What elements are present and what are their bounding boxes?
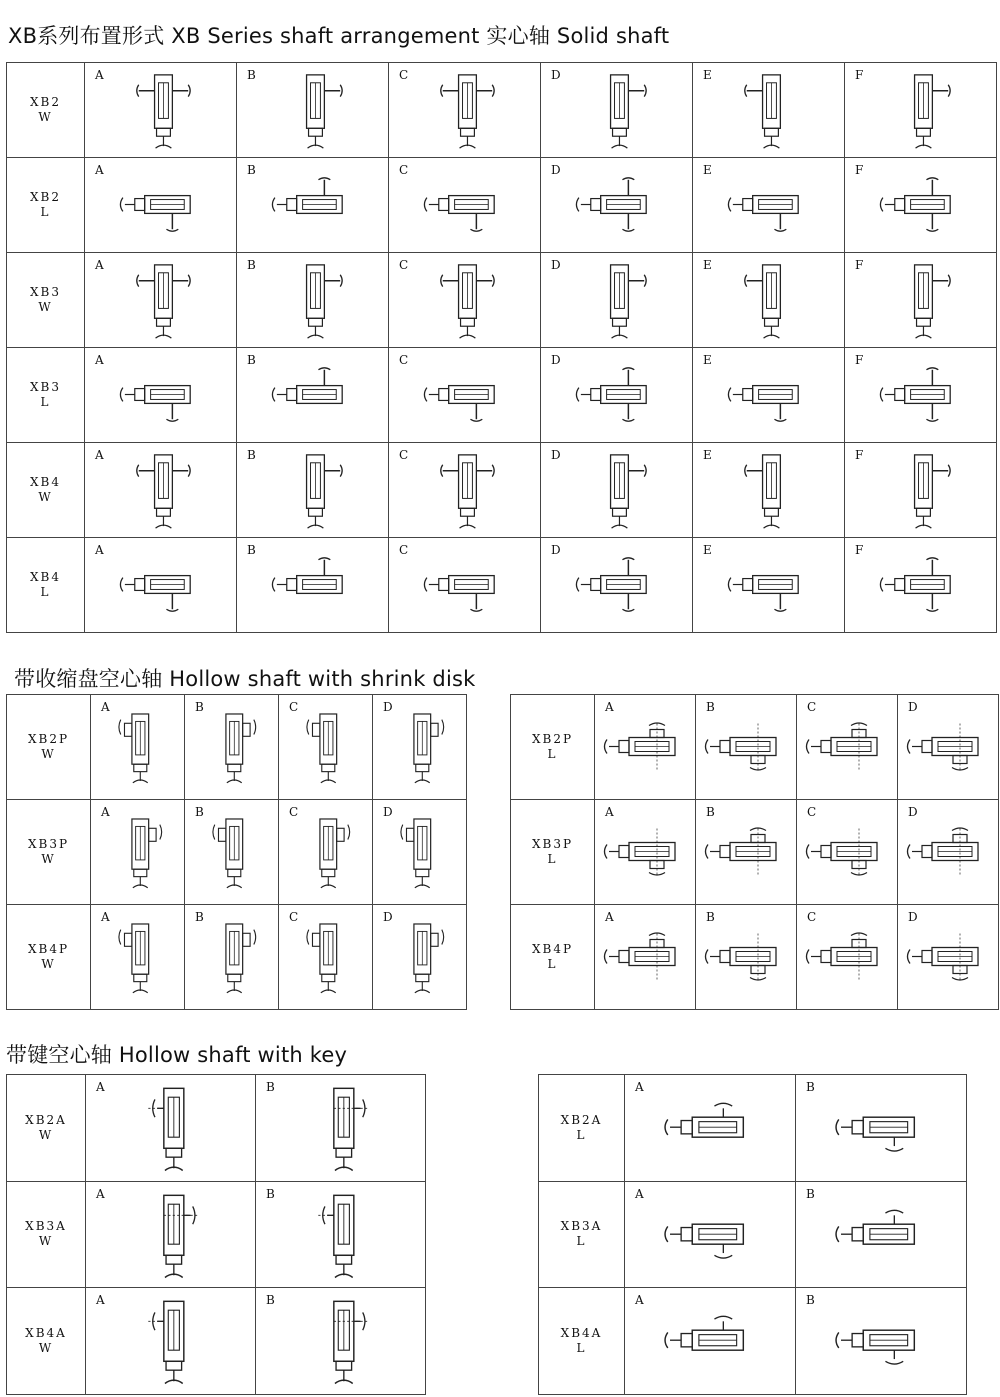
section-title-solid-shaft: XB系列布置形式 XB Series shaft arrangement 实心轴 Solid shaft [8, 24, 670, 48]
arrangement-cell [389, 443, 541, 538]
model-code: XB2A [25, 1112, 67, 1127]
arrangement-cell [86, 1288, 256, 1395]
arrangement-letter: F [855, 68, 864, 82]
arrangement-cell [86, 1075, 256, 1182]
arrangement-cell [373, 905, 467, 1010]
arrangement-letter: A [95, 258, 104, 272]
arrangement-cell [256, 1181, 426, 1288]
arrangement-cell [898, 800, 999, 905]
arrangement-letter: B [247, 258, 256, 272]
arrangement-cell [595, 905, 696, 1010]
model-code: XB3P [531, 837, 574, 851]
reducer-diagram [845, 443, 996, 537]
orientation-code: W [41, 747, 56, 761]
arrangement-letter: A [101, 910, 110, 924]
arrangement-cell [185, 695, 279, 800]
arrangement-letter: D [908, 805, 918, 819]
reducer-diagram [237, 158, 388, 252]
model-code: XB4P [531, 942, 574, 956]
arrangement-letter: A [96, 1080, 105, 1094]
reducer-diagram [389, 253, 540, 347]
reducer-diagram [796, 1182, 966, 1288]
model-code: XB3P [27, 837, 70, 851]
orientation-code: W [38, 490, 53, 504]
arrangement-cell [693, 63, 845, 158]
arrangement-cell [237, 158, 389, 253]
reducer-diagram [796, 1288, 966, 1394]
arrangement-cell [797, 695, 898, 800]
table-row [7, 538, 997, 633]
arrangement-letter: A [96, 1293, 105, 1307]
model-code: XB2 [30, 95, 61, 109]
arrangement-cell [373, 695, 467, 800]
orientation-code: W [38, 1127, 54, 1142]
arrangement-letter: B [195, 700, 204, 714]
arrangement-table [510, 694, 999, 1010]
arrangement-letter: A [101, 700, 110, 714]
arrangement-cell [696, 800, 797, 905]
arrangement-letter: E [703, 353, 712, 367]
row-label [539, 1075, 625, 1182]
orientation-code: L [40, 205, 51, 219]
arrangement-table [538, 1074, 967, 1395]
reducer-diagram [541, 158, 692, 252]
row-label [7, 1181, 86, 1288]
arrangement-cell [796, 1288, 967, 1395]
model-code: XB2A [560, 1112, 603, 1127]
reducer-diagram [237, 63, 388, 157]
row-label [7, 800, 91, 905]
arrangement-cell [91, 905, 185, 1010]
reducer-diagram [389, 63, 540, 157]
arrangement-cell [389, 538, 541, 633]
model-code: XB3A [560, 1219, 603, 1234]
arrangement-cell [845, 63, 997, 158]
arrangement-letter: B [806, 1293, 815, 1307]
reducer-diagram [85, 253, 236, 347]
arrangement-letter: D [383, 700, 393, 714]
model-code: XB2P [531, 732, 574, 746]
arrangement-letter: D [551, 163, 561, 177]
table-row [7, 1288, 426, 1395]
arrangement-letter: B [247, 68, 256, 82]
arrangement-letter: C [289, 805, 299, 819]
arrangement-letter: D [908, 700, 918, 714]
model-code: XB4 [30, 475, 61, 489]
arrangement-cell [693, 348, 845, 443]
arrangement-letter: A [635, 1293, 644, 1307]
arrangement-cell [845, 253, 997, 348]
arrangement-letter: E [703, 163, 712, 177]
arrangement-cell [898, 695, 999, 800]
table-row [7, 1075, 426, 1182]
orientation-code: L [547, 747, 558, 761]
arrangement-cell [693, 253, 845, 348]
reducer-diagram [256, 1075, 425, 1181]
reducer-diagram [85, 538, 236, 632]
arrangement-letter: A [95, 163, 104, 177]
arrangement-cell [625, 1075, 796, 1182]
arrangement-letter: B [266, 1186, 275, 1201]
model-code: XB3 [30, 380, 61, 394]
arrangement-cell [845, 158, 997, 253]
arrangement-cell [389, 158, 541, 253]
arrangement-letter: B [706, 910, 715, 924]
table-row [7, 1181, 426, 1288]
arrangement-letter: B [706, 700, 715, 714]
arrangement-letter: D [551, 68, 561, 82]
arrangement-letter: C [807, 805, 817, 819]
table-row [511, 905, 999, 1010]
arrangement-cell [389, 253, 541, 348]
reducer-diagram [541, 348, 692, 442]
arrangement-letter: F [855, 163, 864, 177]
table-row [539, 1075, 967, 1182]
arrangement-cell [256, 1075, 426, 1182]
reducer-diagram [845, 63, 996, 157]
arrangement-cell [86, 1181, 256, 1288]
row-label [7, 348, 85, 443]
row-label [7, 253, 85, 348]
arrangement-cell [91, 695, 185, 800]
table-row [7, 253, 997, 348]
reducer-diagram [796, 1075, 966, 1181]
arrangement-letter: C [807, 700, 817, 714]
arrangement-letter: C [399, 163, 409, 177]
table-row [539, 1181, 967, 1288]
arrangement-letter: D [908, 910, 918, 924]
arrangement-table [6, 1074, 426, 1395]
arrangement-cell [185, 800, 279, 905]
row-label [7, 538, 85, 633]
arrangement-cell [696, 695, 797, 800]
arrangement-letter: B [266, 1080, 275, 1094]
arrangement-cell [237, 63, 389, 158]
row-label [7, 443, 85, 538]
model-code: XB2 [30, 190, 61, 204]
orientation-code: W [38, 300, 53, 314]
reducer-diagram [693, 158, 844, 252]
arrangement-letter: E [703, 258, 712, 272]
arrangement-cell [898, 905, 999, 1010]
table-row [7, 348, 997, 443]
arrangement-letter: A [95, 353, 104, 367]
arrangement-cell [541, 443, 693, 538]
arrangement-letter: A [101, 805, 110, 819]
model-code: XB4P [27, 942, 70, 956]
arrangement-cell [237, 348, 389, 443]
arrangement-letter: C [399, 448, 409, 462]
arrangement-cell [595, 800, 696, 905]
reducer-diagram [389, 348, 540, 442]
arrangement-cell [85, 63, 237, 158]
arrangement-cell [796, 1181, 967, 1288]
arrangement-cell [85, 443, 237, 538]
reducer-diagram [541, 253, 692, 347]
arrangement-letter: F [855, 448, 864, 462]
model-code: XB2P [27, 732, 70, 746]
arrangement-cell [541, 63, 693, 158]
arrangement-cell [797, 800, 898, 905]
arrangement-letter: E [703, 68, 712, 82]
arrangement-cell [693, 158, 845, 253]
arrangement-cell [625, 1181, 796, 1288]
arrangement-letter: B [247, 353, 256, 367]
arrangement-letter: A [95, 68, 104, 82]
arrangement-cell [279, 905, 373, 1010]
reducer-diagram [85, 443, 236, 537]
arrangement-cell [85, 348, 237, 443]
arrangement-letter: B [247, 163, 256, 177]
model-code: XB3A [25, 1219, 67, 1234]
model-code: XB4A [560, 1325, 603, 1340]
reducer-diagram [541, 443, 692, 537]
reducer-diagram [693, 538, 844, 632]
arrangement-cell [845, 443, 997, 538]
arrangement-letter: B [195, 910, 204, 924]
reducer-diagram [693, 253, 844, 347]
table-row [539, 1288, 967, 1395]
reducer-diagram [256, 1288, 425, 1394]
reducer-diagram [237, 443, 388, 537]
orientation-code: W [38, 110, 53, 124]
arrangement-cell [845, 348, 997, 443]
reducer-diagram [86, 1288, 255, 1394]
row-label [7, 905, 91, 1010]
arrangement-cell [625, 1288, 796, 1395]
reducer-diagram [625, 1288, 795, 1394]
arrangement-cell [693, 538, 845, 633]
reducer-diagram [237, 538, 388, 632]
arrangement-cell [541, 348, 693, 443]
orientation-code: L [40, 395, 51, 409]
row-label [511, 800, 595, 905]
reducer-diagram [86, 1075, 255, 1181]
arrangement-letter: A [95, 448, 104, 462]
arrangement-cell [85, 158, 237, 253]
reducer-diagram [541, 538, 692, 632]
table-row [7, 695, 467, 800]
arrangement-cell [91, 800, 185, 905]
table-row [511, 695, 999, 800]
reducer-diagram [845, 538, 996, 632]
table-row [7, 905, 467, 1010]
orientation-code: L [40, 585, 51, 599]
arrangement-letter: F [855, 258, 864, 272]
arrangement-cell [279, 800, 373, 905]
arrangement-cell [389, 348, 541, 443]
reducer-diagram [693, 348, 844, 442]
arrangement-letter: C [289, 700, 299, 714]
arrangement-cell [85, 253, 237, 348]
arrangement-cell [256, 1288, 426, 1395]
reducer-diagram [625, 1182, 795, 1288]
orientation-code: W [41, 852, 56, 866]
reducer-diagram [85, 158, 236, 252]
reducer-diagram [693, 443, 844, 537]
row-label [539, 1288, 625, 1395]
arrangement-letter: C [399, 68, 409, 82]
reducer-diagram [85, 63, 236, 157]
arrangement-cell [845, 538, 997, 633]
reducer-diagram [237, 348, 388, 442]
orientation-code: L [547, 957, 558, 971]
arrangement-cell [237, 538, 389, 633]
reducer-diagram [845, 348, 996, 442]
row-label [7, 1075, 86, 1182]
orientation-code: W [41, 957, 56, 971]
arrangement-letter: B [806, 1080, 815, 1094]
reducer-diagram [693, 63, 844, 157]
reducer-diagram [389, 158, 540, 252]
row-label [7, 63, 85, 158]
model-code: XB4A [25, 1325, 67, 1340]
arrangement-table [6, 694, 467, 1010]
arrangement-letter: C [807, 910, 817, 924]
reducer-diagram [86, 1182, 255, 1288]
section-title-shrink-disk: 带收缩盘空心轴 Hollow shaft with shrink disk [14, 667, 476, 691]
arrangement-letter: A [605, 805, 614, 819]
arrangement-cell [389, 63, 541, 158]
arrangement-letter: B [806, 1186, 815, 1201]
arrangement-letter: B [706, 805, 715, 819]
arrangement-letter: A [635, 1186, 644, 1201]
table-row [7, 800, 467, 905]
arrangement-letter: E [703, 543, 712, 557]
arrangement-cell [541, 158, 693, 253]
arrangement-cell [237, 253, 389, 348]
arrangement-letter: D [383, 805, 393, 819]
row-label [511, 905, 595, 1010]
arrangement-letter: A [95, 543, 104, 557]
orientation-code: L [576, 1234, 587, 1249]
arrangement-letter: B [195, 805, 204, 819]
reducer-diagram [541, 63, 692, 157]
orientation-code: W [38, 1234, 54, 1249]
section-title-hollow-key: 带键空心轴 Hollow shaft with key [6, 1043, 348, 1067]
table-row [7, 443, 997, 538]
arrangement-letter: A [635, 1080, 644, 1094]
orientation-code: L [576, 1340, 587, 1355]
arrangement-cell [237, 443, 389, 538]
arrangement-cell [693, 443, 845, 538]
arrangement-cell [797, 905, 898, 1010]
reducer-diagram [845, 158, 996, 252]
arrangement-letter: A [605, 700, 614, 714]
row-label [511, 695, 595, 800]
arrangement-letter: C [399, 543, 409, 557]
arrangement-letter: B [247, 448, 256, 462]
arrangement-letter: F [855, 543, 864, 557]
arrangement-cell [796, 1075, 967, 1182]
arrangement-letter: F [855, 353, 864, 367]
arrangement-cell [696, 905, 797, 1010]
arrangement-letter: D [551, 543, 561, 557]
reducer-diagram [85, 348, 236, 442]
reducer-diagram [237, 253, 388, 347]
arrangement-letter: D [383, 910, 393, 924]
reducer-diagram [625, 1075, 795, 1181]
reducer-diagram [845, 253, 996, 347]
orientation-code: L [576, 1127, 587, 1142]
row-label [539, 1181, 625, 1288]
arrangement-letter: A [605, 910, 614, 924]
arrangement-letter: C [289, 910, 299, 924]
arrangement-letter: D [551, 258, 561, 272]
arrangement-letter: B [266, 1293, 275, 1307]
arrangement-cell [85, 538, 237, 633]
arrangement-letter: C [399, 258, 409, 272]
reducer-diagram [389, 443, 540, 537]
row-label [7, 158, 85, 253]
orientation-code: W [38, 1340, 54, 1355]
arrangement-letter: C [399, 353, 409, 367]
table-row [7, 63, 997, 158]
arrangement-table [6, 62, 997, 633]
table-row [511, 800, 999, 905]
arrangement-cell [185, 905, 279, 1010]
arrangement-cell [279, 695, 373, 800]
arrangement-cell [373, 800, 467, 905]
reducer-diagram [256, 1182, 425, 1288]
table-row [7, 158, 997, 253]
arrangement-letter: E [703, 448, 712, 462]
arrangement-cell [541, 253, 693, 348]
arrangement-letter: D [551, 353, 561, 367]
row-label [7, 1288, 86, 1395]
arrangement-letter: A [96, 1186, 105, 1201]
arrangement-cell [595, 695, 696, 800]
model-code: XB4 [30, 570, 61, 584]
row-label [7, 695, 91, 800]
arrangement-letter: B [247, 543, 256, 557]
orientation-code: L [547, 852, 558, 866]
arrangement-letter: D [551, 448, 561, 462]
model-code: XB3 [30, 285, 61, 299]
arrangement-cell [541, 538, 693, 633]
reducer-diagram [389, 538, 540, 632]
